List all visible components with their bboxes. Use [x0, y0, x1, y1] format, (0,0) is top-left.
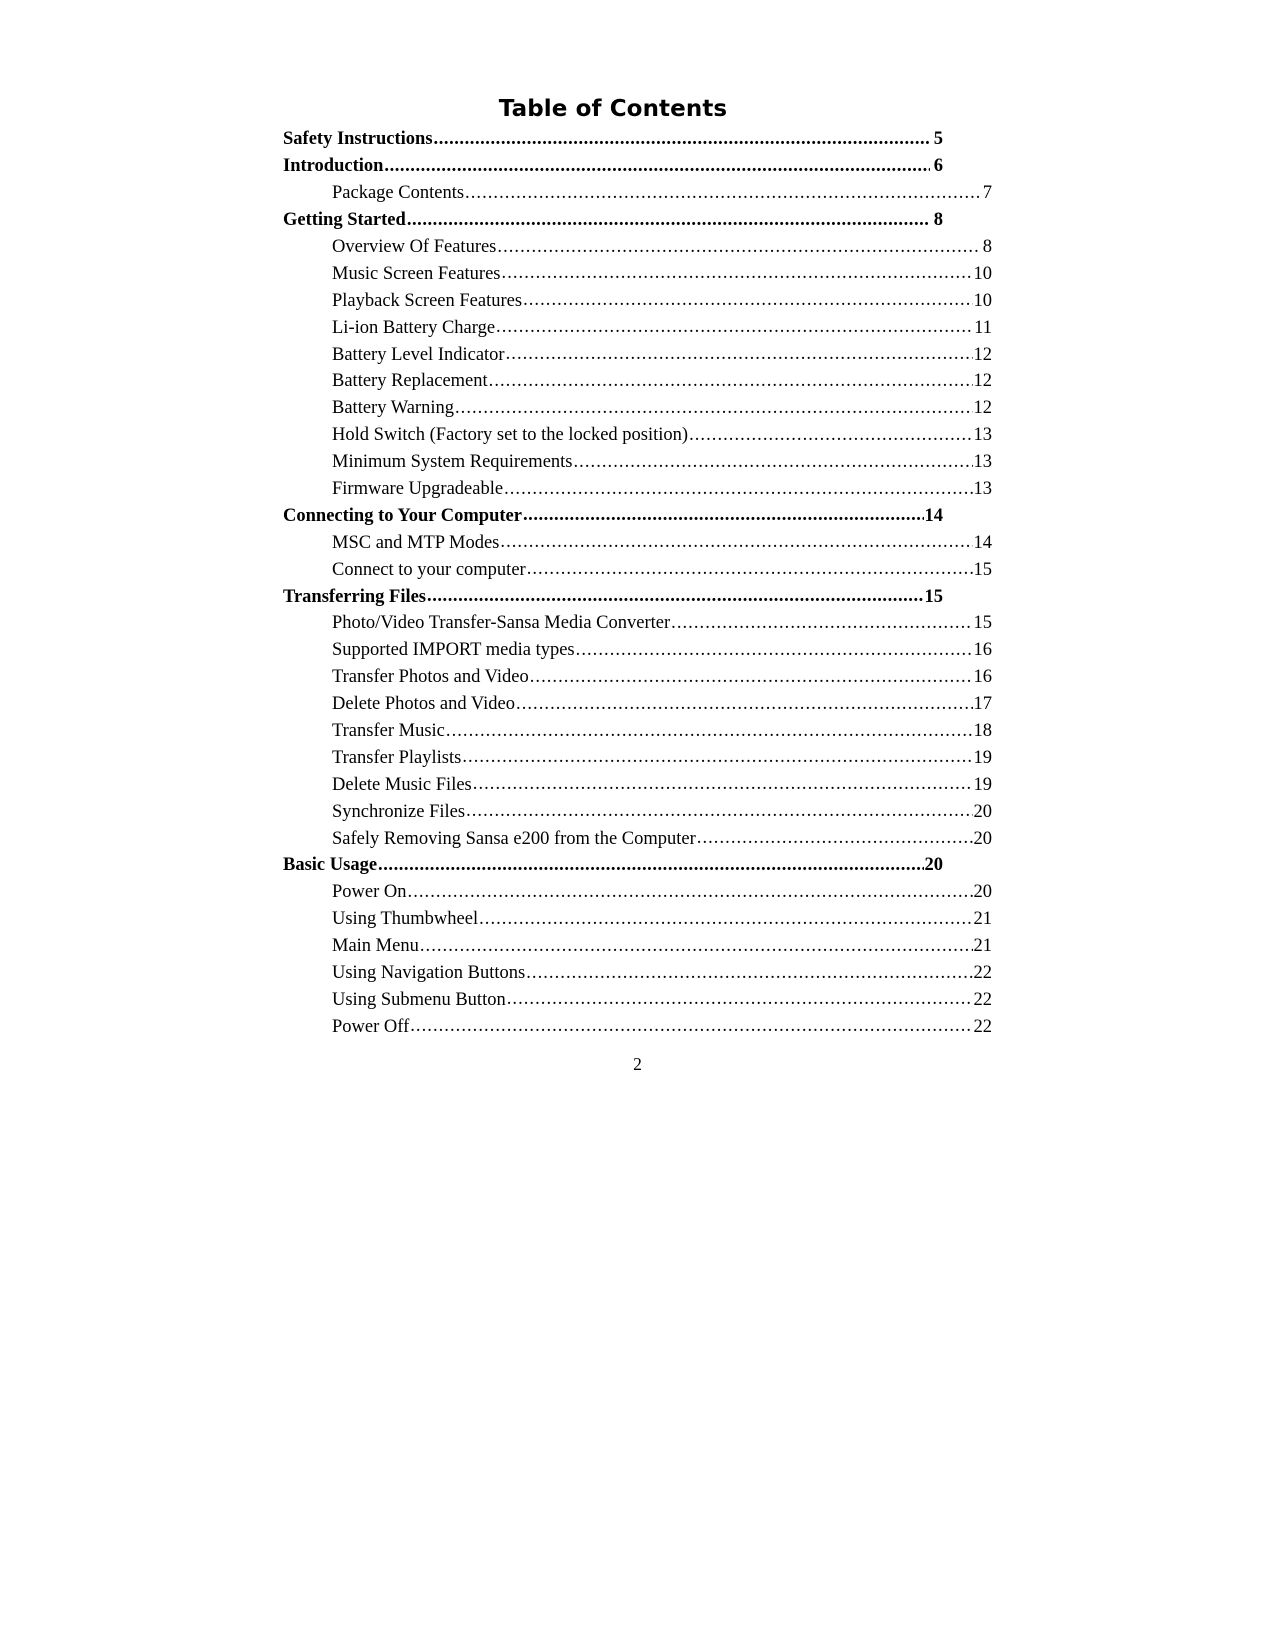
toc-dot-leader	[574, 453, 973, 471]
toc-entry[interactable]	[283, 722, 992, 749]
toc-entry-page-number: 5	[933, 130, 943, 150]
page-number-footer: 2	[633, 1054, 642, 1074]
toc-entry[interactable]	[283, 480, 992, 507]
toc-entry-page-number: 19	[973, 775, 992, 795]
toc-entry-label: Battery Replacement	[332, 372, 488, 392]
toc-entry-page-number: 16	[973, 668, 992, 688]
toc-entry-page-number: 20	[973, 802, 992, 822]
toc-entry-label: Battery Level Indicator	[332, 345, 505, 365]
toc-entry-label: Safely Removing Sansa e200 from the Computer	[332, 829, 696, 849]
toc-entry-page-number: 12	[973, 399, 992, 419]
toc-entry[interactable]	[283, 130, 943, 157]
toc-entry-page-number: 14	[924, 506, 943, 526]
toc-entry-label: Transfer Playlists	[332, 748, 462, 768]
toc-entry[interactable]	[283, 238, 992, 265]
toc-dot-leader	[526, 964, 972, 982]
toc-entry-label: Connect to your computer	[332, 560, 526, 580]
toc-entry-page-number: 12	[973, 372, 992, 392]
toc-entry[interactable]	[283, 964, 992, 991]
toc-entry[interactable]	[283, 883, 992, 910]
toc-entry[interactable]	[283, 991, 992, 1018]
toc-dot-leader	[530, 668, 973, 686]
toc-dot-leader	[671, 614, 972, 632]
toc-dot-leader	[434, 130, 930, 148]
toc-dot-leader	[576, 641, 973, 659]
toc-dot-leader	[697, 830, 973, 848]
toc-dot-leader	[500, 534, 972, 552]
toc-entry-page-number: 8	[982, 238, 992, 257]
toc-dot-leader	[378, 856, 923, 874]
toc-entry-label: Connecting to Your Computer	[283, 506, 522, 526]
toc-entry-label: Synchronize Files	[332, 802, 466, 822]
toc-entry-label: Using Submenu Button	[332, 990, 506, 1010]
toc-entry-page-number: 18	[973, 722, 992, 742]
toc-entry-page-number: 22	[973, 964, 992, 984]
toc-entry-page-number: 15	[973, 560, 992, 580]
toc-entry[interactable]	[283, 292, 992, 319]
toc-entry-label: Battery Warning	[332, 399, 454, 419]
toc-entry[interactable]	[283, 399, 992, 426]
toc-entry[interactable]	[283, 803, 992, 830]
toc-entry[interactable]	[283, 157, 943, 184]
toc-entry-label: Using Thumbwheel	[332, 910, 479, 930]
toc-entry-page-number: 15	[973, 614, 992, 634]
toc-entry-page-number: 13	[973, 480, 992, 500]
toc-entry[interactable]	[283, 534, 992, 561]
toc-entry-label: Overview Of Features	[332, 238, 497, 257]
toc-entry[interactable]	[283, 507, 943, 534]
toc-dot-leader	[523, 507, 924, 525]
toc-dot-leader	[384, 157, 930, 175]
toc-entry-label: Package Contents	[332, 184, 465, 204]
toc-entry[interactable]	[283, 319, 992, 346]
toc-entry-page-number: 22	[973, 990, 992, 1010]
toc-entry-page-number: 10	[973, 291, 992, 311]
toc-entry-label: Delete Photos and Video	[332, 695, 516, 715]
toc-entry-page-number: 21	[973, 910, 992, 930]
toc-entry[interactable]	[283, 588, 943, 615]
toc-entry-label: Transferring Files	[283, 587, 427, 607]
toc-dot-leader	[496, 319, 973, 337]
toc-entry[interactable]	[283, 426, 992, 453]
toc-dot-leader	[506, 346, 973, 364]
toc-entry[interactable]	[283, 346, 992, 373]
toc-entry-label: Main Menu	[332, 937, 419, 957]
toc-entry[interactable]	[283, 453, 992, 480]
toc-entry-label: Getting Started	[283, 211, 406, 231]
toc-entry-label: Playback Screen Features	[332, 291, 523, 311]
toc-entry-page-number: 7	[982, 184, 992, 204]
toc-entry-label: Music Screen Features	[332, 264, 501, 284]
toc-entry-page-number: 15	[924, 587, 943, 607]
toc-entry-page-number: 13	[973, 426, 992, 446]
toc-list	[283, 130, 992, 1044]
toc-entry-label: Hold Switch (Factory set to the locked position)	[332, 426, 689, 446]
toc-entry-page-number: 17	[973, 695, 992, 715]
toc-entry-page-number: 20	[924, 856, 943, 876]
toc-dot-leader	[479, 910, 972, 928]
toc-entry-page-number: 6	[933, 157, 943, 177]
toc-entry-label: Power Off	[332, 1017, 410, 1037]
toc-entry-label: Transfer Music	[332, 722, 445, 742]
toc-dot-leader	[427, 588, 923, 606]
toc-entry-label: Basic Usage	[283, 856, 378, 876]
toc-dot-leader	[407, 211, 930, 229]
toc-entry[interactable]	[283, 561, 992, 588]
toc-entry-page-number: 13	[973, 453, 992, 473]
toc-entry[interactable]	[283, 695, 992, 722]
toc-dot-leader	[527, 561, 973, 579]
toc-dot-leader	[420, 937, 973, 955]
toc-dot-leader	[466, 803, 972, 821]
toc-dot-leader	[465, 184, 979, 202]
toc-entry[interactable]	[283, 668, 992, 695]
toc-entry[interactable]	[283, 372, 992, 399]
page-title: Table of Contents	[498, 96, 728, 122]
toc-dot-leader	[489, 372, 973, 390]
toc-dot-leader	[502, 265, 973, 283]
toc-entry[interactable]	[283, 1018, 992, 1045]
toc-dot-leader	[462, 749, 972, 767]
toc-entry-label: Transfer Photos and Video	[332, 668, 529, 688]
toc-entry[interactable]	[283, 641, 992, 668]
toc-entry[interactable]	[283, 937, 992, 964]
toc-dot-leader	[473, 776, 973, 794]
toc-entry[interactable]	[283, 184, 992, 211]
toc-entry[interactable]	[283, 856, 943, 883]
toc-entry[interactable]	[283, 614, 992, 641]
toc-entry-label: Safety Instructions	[283, 130, 433, 150]
toc-entry-label: Introduction	[283, 157, 384, 177]
toc-entry-label: MSC and MTP Modes	[332, 533, 500, 553]
toc-entry[interactable]	[283, 265, 992, 292]
toc-entry-page-number: 8	[933, 211, 943, 231]
toc-entry-page-number: 20	[973, 829, 992, 849]
toc-dot-leader	[446, 722, 973, 740]
toc-entry-page-number: 11	[974, 318, 992, 338]
toc-dot-leader	[504, 480, 972, 498]
toc-dot-leader	[455, 399, 973, 417]
toc-entry-label: Delete Music Files	[332, 775, 472, 795]
toc-entry-page-number: 14	[973, 533, 992, 553]
toc-entry-page-number: 12	[973, 345, 992, 365]
toc-entry-label: Using Navigation Buttons	[332, 964, 526, 984]
toc-entry-label: Photo/Video Transfer-Sansa Media Converter	[332, 614, 671, 634]
toc-entry-label: Minimum System Requirements	[332, 453, 573, 473]
toc-entry-page-number: 19	[973, 748, 992, 768]
toc-entry-page-number: 20	[973, 883, 992, 903]
toc-entry-label: Firmware Upgradeable	[332, 480, 504, 500]
toc-dot-leader	[408, 883, 973, 901]
toc-dot-leader	[516, 695, 972, 713]
toc-entry-label: Supported IMPORT media types	[332, 641, 575, 661]
toc-content	[283, 96, 992, 1045]
toc-entry[interactable]	[283, 830, 992, 857]
toc-entry-page-number: 22	[973, 1017, 992, 1037]
toc-dot-leader	[689, 426, 972, 444]
toc-entry-label: Power On	[332, 883, 407, 903]
toc-dot-leader	[497, 238, 979, 256]
toc-entry[interactable]	[283, 749, 992, 776]
toc-dot-leader	[507, 991, 973, 1009]
toc-entry-page-number: 16	[973, 641, 992, 661]
toc-dot-leader	[523, 292, 972, 310]
toc-entry-label: Li-ion Battery Charge	[332, 318, 496, 338]
toc-entry[interactable]	[283, 910, 992, 937]
toc-entry[interactable]	[283, 211, 943, 238]
toc-entry-page-number: 21	[973, 937, 992, 957]
toc-entry-page-number: 10	[973, 264, 992, 284]
toc-entry[interactable]	[283, 776, 992, 803]
toc-dot-leader	[410, 1018, 972, 1036]
